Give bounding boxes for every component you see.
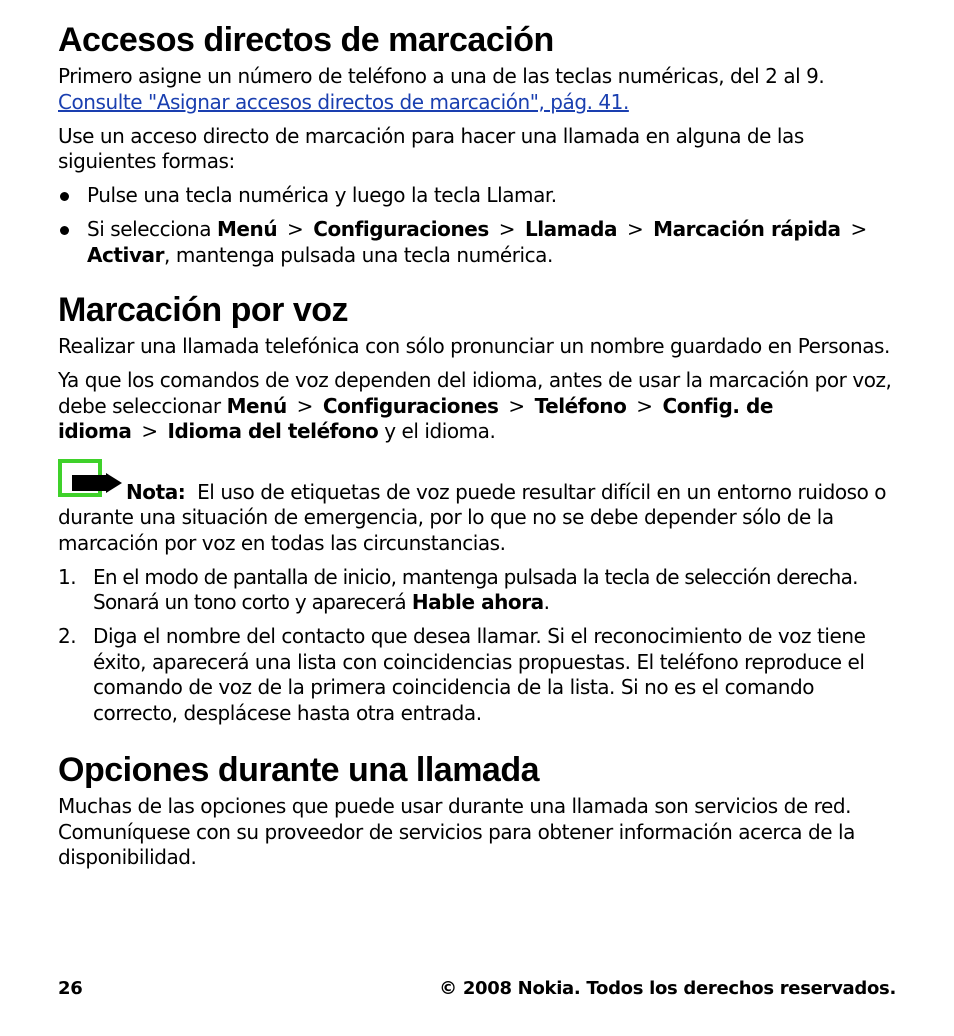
cross-reference-link[interactable]: Consulte "Asignar accesos directos de marcación", pág. 41. xyxy=(58,89,629,114)
note-icon xyxy=(58,459,124,501)
paragraph: Primero asigne un número de teléfono a una de las teclas numéricas, del 2 al 9. Consulte "Asignar accesos directos de marcación", pág. 41. xyxy=(58,64,825,114)
list-item: 2. Diga el nombre del contacto que desea llamar. Si el reconocimiento de voz tiene éxito, aparecerá una lista con coincidencias propuestas. El teléfono reproduce el comando de voz de la primera coincidencia de la lista. Si no es el comando correcto, desplácese hasta otra entrada. xyxy=(58,624,866,725)
section-title-voice-dialing: Marcación por voz xyxy=(58,291,349,329)
page-content xyxy=(58,20,896,879)
copyright-notice: © 2008 Nokia. Todos los derechos reservados. xyxy=(439,978,896,999)
numbered-list xyxy=(58,565,896,727)
page-number: 26 xyxy=(58,978,83,999)
list-item: Pulse una tecla numérica y luego la tecla Llamar. xyxy=(58,183,896,209)
paragraph: Ya que los comandos de voz dependen del idioma, antes de usar la marcación por voz, debe seleccionar Menú > Configuraciones > Teléfono > Config. de idioma > Idioma del teléfono y el idioma. xyxy=(58,368,892,443)
bullet-list xyxy=(58,183,896,268)
section-title-in-call-options: Opciones durante una llamada xyxy=(58,751,540,789)
paragraph: Use un acceso directo de marcación para hacer una llamada en alguna de las siguientes formas: xyxy=(58,123,804,173)
note-paragraph: Nota: El uso de etiquetas de voz puede resultar difícil en un entorno ruidoso o durante una situación de emergencia, por lo que no se debe depender sólo de la marcación por voz en todas las circunstancias. xyxy=(58,459,896,557)
note-label: Nota: xyxy=(126,479,186,504)
section-title-speed-dial: Accesos directos de marcación xyxy=(58,21,554,59)
page-footer xyxy=(58,978,896,999)
paragraph: Muchas de las opciones que puede usar durante una llamada son servicios de red. Comuníquese con su proveedor de servicios para obtener información acerca de la disponibilidad. xyxy=(58,794,855,869)
paragraph: Realizar una llamada telefónica con sólo pronunciar un nombre guardado en Personas. xyxy=(58,334,890,358)
list-item: 1. En el modo de pantalla de inicio, mantenga pulsada la tecla de selección derecha. Sonará un tono corto y aparecerá Hable ahora. xyxy=(58,564,858,614)
list-item: Si selecciona Menú > Configuraciones > Llamada > Marcación rápida > Activar, mantenga pulsada una tecla numérica. xyxy=(58,217,896,268)
